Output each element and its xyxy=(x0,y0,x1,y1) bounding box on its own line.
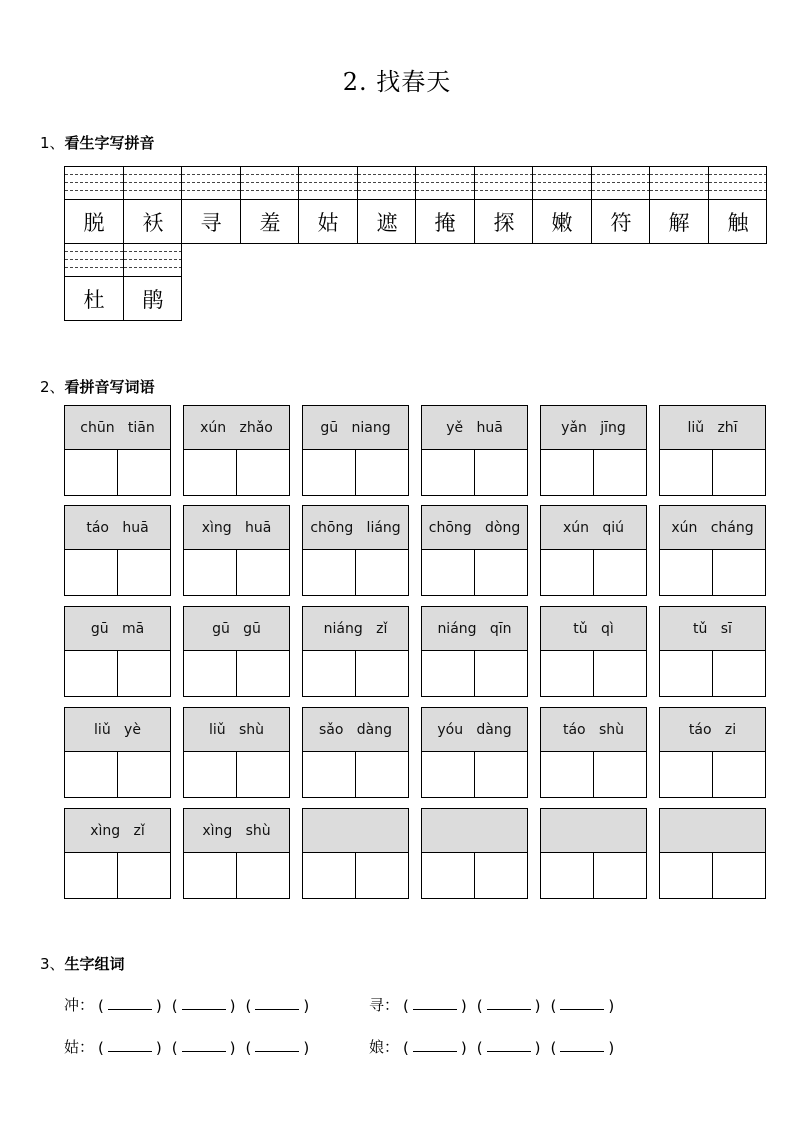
character-writing-box[interactable] xyxy=(475,550,527,595)
pinyin-writing-cell[interactable] xyxy=(357,166,416,200)
word-writing-block xyxy=(302,405,409,496)
pinyin-writing-cell[interactable] xyxy=(708,166,767,200)
guide-line xyxy=(592,182,650,183)
pinyin-writing-cell[interactable] xyxy=(298,166,357,200)
character-writing-box[interactable] xyxy=(594,450,646,495)
guide-line xyxy=(416,190,474,191)
section-2-number: 2、 xyxy=(40,378,65,396)
word-writing-block xyxy=(64,405,171,496)
character-cell: 触 xyxy=(708,200,767,244)
guide-line xyxy=(241,182,299,183)
character-cell: 脱 xyxy=(64,200,123,244)
open-paren: ( xyxy=(403,997,409,1015)
word-writing-block xyxy=(540,606,647,697)
guide-line xyxy=(65,190,123,191)
colon: ： xyxy=(384,996,400,1014)
open-paren: ( xyxy=(476,1039,483,1057)
colon: ： xyxy=(79,996,95,1014)
pinyin-label: xìng shù xyxy=(184,809,289,853)
pinyin-writing-cell[interactable] xyxy=(123,166,182,200)
character-writing-box[interactable] xyxy=(65,752,118,797)
character-cell: 袄 xyxy=(123,200,182,244)
character-cell: 探 xyxy=(474,200,533,244)
word-writing-block xyxy=(421,707,528,798)
open-paren: ( xyxy=(550,1039,557,1057)
guide-line xyxy=(124,267,182,268)
section-1-number: 1、 xyxy=(40,134,65,152)
guide-line xyxy=(182,174,240,175)
guide-line xyxy=(241,190,299,191)
character-writing-box[interactable] xyxy=(541,853,594,898)
colon: ： xyxy=(79,1038,95,1056)
character-writing-box[interactable] xyxy=(118,550,170,595)
word-writing-block xyxy=(540,808,647,899)
pinyin-label: niáng zǐ xyxy=(303,607,408,651)
character-writing-box[interactable] xyxy=(422,651,475,696)
guide-line xyxy=(709,174,767,175)
character-writing-box[interactable] xyxy=(303,550,356,595)
open-paren: ( xyxy=(245,1039,252,1057)
pinyin-label xyxy=(303,809,408,853)
word-writing-block xyxy=(64,505,171,596)
guide-line xyxy=(533,182,591,183)
guide-line xyxy=(299,190,357,191)
open-paren: ( xyxy=(98,997,104,1015)
character-writing-box[interactable] xyxy=(303,853,356,898)
character-cell: 符 xyxy=(591,200,650,244)
guide-line xyxy=(65,267,123,268)
character-writing-box[interactable] xyxy=(541,550,594,595)
character-writing-box[interactable] xyxy=(422,853,475,898)
guide-line xyxy=(182,190,240,191)
pinyin-label: tǔ qì xyxy=(541,607,646,651)
guide-line xyxy=(358,182,416,183)
character-writing-box[interactable] xyxy=(713,651,765,696)
word-building-line xyxy=(64,1036,315,1057)
guide-line xyxy=(650,182,708,183)
character-writing-box[interactable] xyxy=(303,651,356,696)
character-writing-box[interactable] xyxy=(184,752,237,797)
character-writing-box[interactable] xyxy=(237,450,289,495)
character-writing-box[interactable] xyxy=(713,450,765,495)
pinyin-label: xún zhǎo xyxy=(184,406,289,450)
character-writing-box[interactable] xyxy=(660,450,713,495)
colon: ： xyxy=(384,1038,400,1056)
word-writing-block xyxy=(183,606,290,697)
guide-line xyxy=(358,190,416,191)
pinyin-label: gū gū xyxy=(184,607,289,651)
pinyin-label: táo shù xyxy=(541,708,646,752)
character-writing-box[interactable] xyxy=(237,752,289,797)
open-paren: ( xyxy=(403,1039,409,1057)
character-writing-box[interactable] xyxy=(65,853,118,898)
section-2-heading xyxy=(40,376,155,397)
pinyin-label: gū niang xyxy=(303,406,408,450)
word-writing-block xyxy=(64,606,171,697)
word-writing-block xyxy=(421,606,528,697)
character-writing-box[interactable] xyxy=(184,450,237,495)
character-writing-box[interactable] xyxy=(118,853,170,898)
section-3-label: 生字组词 xyxy=(64,955,125,973)
character-cell: 羞 xyxy=(240,200,299,244)
pinyin-label: chōng liáng xyxy=(303,506,408,550)
close-paren: ) xyxy=(534,997,541,1015)
character-writing-box[interactable] xyxy=(594,550,646,595)
pinyin-label: yǎn jīng xyxy=(541,406,646,450)
pinyin-writing-cell[interactable] xyxy=(240,166,299,200)
character-writing-box[interactable] xyxy=(541,450,594,495)
guide-line xyxy=(475,182,533,183)
word-writing-block xyxy=(659,505,766,596)
section-3-heading xyxy=(40,953,125,974)
pinyin-writing-cell[interactable] xyxy=(474,166,533,200)
target-character: 冲 xyxy=(64,996,80,1014)
answer-blank[interactable] xyxy=(487,1008,531,1010)
character-writing-box[interactable] xyxy=(713,752,765,797)
pinyin-label: xìng zǐ xyxy=(65,809,170,853)
pinyin-label: liǔ yè xyxy=(65,708,170,752)
pinyin-writing-cell[interactable] xyxy=(532,166,591,200)
page-title: 2. 找春天 xyxy=(342,68,452,96)
answer-blank[interactable] xyxy=(413,1050,457,1052)
word-writing-block xyxy=(659,405,766,496)
guide-line xyxy=(475,190,533,191)
pinyin-label: yě huā xyxy=(422,406,527,450)
guide-line xyxy=(182,182,240,183)
pinyin-label: gū mā xyxy=(65,607,170,651)
pinyin-label xyxy=(422,809,527,853)
character-writing-box[interactable] xyxy=(475,450,527,495)
guide-line xyxy=(124,251,182,252)
guide-line xyxy=(475,174,533,175)
guide-line xyxy=(299,182,357,183)
guide-line xyxy=(533,190,591,191)
guide-line xyxy=(299,174,357,175)
guide-line xyxy=(65,174,123,175)
grid-right-border xyxy=(766,166,767,244)
word-building-line xyxy=(369,994,620,1015)
open-paren: ( xyxy=(245,997,252,1015)
character-writing-box[interactable] xyxy=(594,651,646,696)
guide-line xyxy=(65,251,123,252)
answer-blank[interactable] xyxy=(255,1050,299,1052)
pinyin-writing-cell[interactable] xyxy=(123,243,182,277)
character-writing-box[interactable] xyxy=(237,853,289,898)
answer-blank[interactable] xyxy=(108,1050,152,1052)
pinyin-label: liǔ zhī xyxy=(660,406,765,450)
close-paren: ) xyxy=(303,997,310,1015)
word-writing-block xyxy=(302,707,409,798)
word-writing-block xyxy=(421,405,528,496)
section-1-label: 看生字写拼音 xyxy=(64,134,155,152)
character-writing-box[interactable] xyxy=(356,853,408,898)
answer-blank[interactable] xyxy=(487,1050,531,1052)
word-writing-block xyxy=(540,505,647,596)
character-writing-box[interactable] xyxy=(118,752,170,797)
close-paren: ) xyxy=(534,1039,541,1057)
character-cell: 解 xyxy=(649,200,708,244)
pinyin-writing-cell[interactable] xyxy=(64,166,123,200)
close-paren: ) xyxy=(608,997,615,1015)
character-writing-box[interactable] xyxy=(660,550,713,595)
guide-line xyxy=(241,174,299,175)
word-writing-block xyxy=(183,808,290,899)
word-writing-block xyxy=(302,505,409,596)
character-cell: 遮 xyxy=(357,200,416,244)
guide-line xyxy=(709,182,767,183)
word-writing-block xyxy=(659,606,766,697)
word-writing-block xyxy=(64,808,171,899)
character-writing-box[interactable] xyxy=(118,651,170,696)
character-writing-box[interactable] xyxy=(713,550,765,595)
pinyin-label: sǎo dàng xyxy=(303,708,408,752)
guide-line xyxy=(592,174,650,175)
answer-blank[interactable] xyxy=(413,1008,457,1010)
close-paren: ) xyxy=(155,1039,162,1057)
pinyin-label: chūn tiān xyxy=(65,406,170,450)
character-writing-box[interactable] xyxy=(475,853,527,898)
open-paren: ( xyxy=(550,997,557,1015)
character-writing-box[interactable] xyxy=(184,550,237,595)
open-paren: ( xyxy=(171,997,178,1015)
answer-blank[interactable] xyxy=(560,1050,604,1052)
pinyin-label: xún cháng xyxy=(660,506,765,550)
character-writing-box[interactable] xyxy=(356,651,408,696)
word-writing-block xyxy=(183,707,290,798)
guide-line xyxy=(650,174,708,175)
pinyin-label: táo zi xyxy=(660,708,765,752)
character-writing-box[interactable] xyxy=(356,450,408,495)
character-cell: 嫩 xyxy=(532,200,591,244)
pinyin-label xyxy=(541,809,646,853)
pinyin-writing-cell[interactable] xyxy=(649,166,708,200)
character-writing-box[interactable] xyxy=(356,550,408,595)
pinyin-label xyxy=(660,809,765,853)
close-paren: ) xyxy=(303,1039,310,1057)
open-paren: ( xyxy=(476,997,483,1015)
character-writing-box[interactable] xyxy=(303,752,356,797)
guide-line xyxy=(124,259,182,260)
character-writing-box[interactable] xyxy=(65,550,118,595)
guide-line xyxy=(65,259,123,260)
character-writing-box[interactable] xyxy=(237,651,289,696)
pinyin-writing-cell[interactable] xyxy=(591,166,650,200)
word-writing-block xyxy=(302,606,409,697)
close-paren: ) xyxy=(460,997,467,1015)
pinyin-label: niáng qīn xyxy=(422,607,527,651)
word-writing-block xyxy=(659,707,766,798)
word-writing-block xyxy=(183,505,290,596)
word-writing-block xyxy=(302,808,409,899)
guide-line xyxy=(416,174,474,175)
word-writing-block xyxy=(421,808,528,899)
pinyin-writing-cell[interactable] xyxy=(181,166,240,200)
guide-line xyxy=(709,190,767,191)
answer-blank[interactable] xyxy=(182,1050,226,1052)
open-paren: ( xyxy=(171,1039,178,1057)
guide-line xyxy=(358,174,416,175)
section-3-number: 3、 xyxy=(40,955,65,973)
character-writing-box[interactable] xyxy=(422,450,475,495)
guide-line xyxy=(533,174,591,175)
word-writing-block xyxy=(64,707,171,798)
guide-line xyxy=(650,190,708,191)
guide-line xyxy=(124,182,182,183)
word-building-line xyxy=(64,994,315,1015)
word-writing-block xyxy=(540,405,647,496)
pinyin-label: táo huā xyxy=(65,506,170,550)
character-writing-box[interactable] xyxy=(118,450,170,495)
character-cell: 掩 xyxy=(415,200,474,244)
character-writing-box[interactable] xyxy=(65,450,118,495)
word-writing-block xyxy=(659,808,766,899)
character-writing-box[interactable] xyxy=(184,853,237,898)
character-writing-box[interactable] xyxy=(713,853,765,898)
answer-blank[interactable] xyxy=(560,1008,604,1010)
pinyin-label: xìng huā xyxy=(184,506,289,550)
character-writing-box[interactable] xyxy=(422,550,475,595)
target-character: 寻 xyxy=(369,996,385,1014)
close-paren: ) xyxy=(460,1039,467,1057)
character-cell: 姑 xyxy=(298,200,357,244)
close-paren: ) xyxy=(229,1039,236,1057)
character-cell: 寻 xyxy=(181,200,240,244)
pinyin-label: xún qiú xyxy=(541,506,646,550)
pinyin-writing-cell[interactable] xyxy=(64,243,123,277)
character-writing-box[interactable] xyxy=(356,752,408,797)
character-writing-box[interactable] xyxy=(541,651,594,696)
close-paren: ) xyxy=(155,997,162,1015)
close-paren: ) xyxy=(608,1039,615,1057)
pinyin-writing-cell[interactable] xyxy=(415,166,474,200)
character-writing-box[interactable] xyxy=(422,752,475,797)
close-paren: ) xyxy=(229,997,236,1015)
character-writing-box[interactable] xyxy=(65,651,118,696)
word-writing-block xyxy=(183,405,290,496)
word-writing-block xyxy=(421,505,528,596)
answer-blank[interactable] xyxy=(255,1008,299,1010)
character-writing-box[interactable] xyxy=(184,651,237,696)
open-paren: ( xyxy=(98,1039,104,1057)
character-cell: 杜 xyxy=(64,277,123,321)
pinyin-label: chōng dòng xyxy=(422,506,527,550)
target-character: 娘 xyxy=(369,1038,385,1056)
guide-line xyxy=(124,190,182,191)
guide-line xyxy=(124,174,182,175)
section-1-heading xyxy=(40,132,155,153)
character-writing-box[interactable] xyxy=(541,752,594,797)
character-writing-box[interactable] xyxy=(594,853,646,898)
character-writing-box[interactable] xyxy=(303,450,356,495)
character-writing-box[interactable] xyxy=(475,651,527,696)
character-writing-box[interactable] xyxy=(475,752,527,797)
answer-blank[interactable] xyxy=(182,1008,226,1010)
character-writing-box[interactable] xyxy=(660,752,713,797)
guide-line xyxy=(592,190,650,191)
guide-line xyxy=(416,182,474,183)
section-2-label: 看拼音写词语 xyxy=(64,378,155,396)
grid-right-border xyxy=(181,243,182,321)
guide-line xyxy=(65,182,123,183)
character-writing-box[interactable] xyxy=(660,853,713,898)
word-building-line xyxy=(369,1036,620,1057)
character-writing-box[interactable] xyxy=(660,651,713,696)
character-writing-box[interactable] xyxy=(594,752,646,797)
answer-blank[interactable] xyxy=(108,1008,152,1010)
target-character: 姑 xyxy=(64,1038,80,1056)
pinyin-label: liǔ shù xyxy=(184,708,289,752)
pinyin-label: tǔ sī xyxy=(660,607,765,651)
character-writing-box[interactable] xyxy=(237,550,289,595)
character-cell: 鹃 xyxy=(123,277,182,321)
word-writing-block xyxy=(540,707,647,798)
pinyin-label: yóu dàng xyxy=(422,708,527,752)
